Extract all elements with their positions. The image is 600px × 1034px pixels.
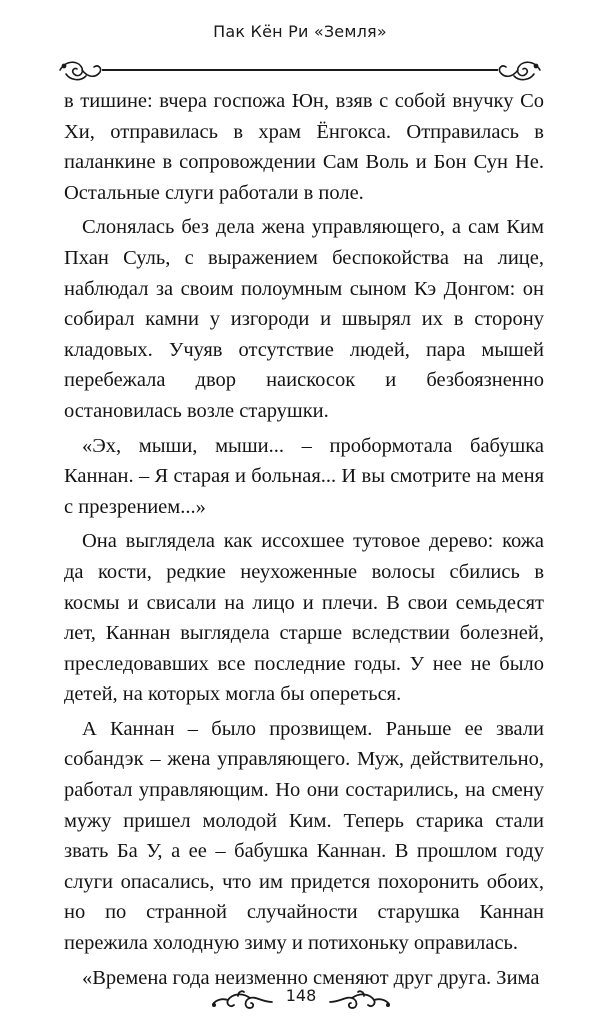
- header-right-flourish-icon: [499, 62, 540, 79]
- page-footer: [0, 982, 600, 1018]
- paragraph-4: Она выглядела как иссохшее тутовое дерево: кожа да кости, редкие неухоженные волосы сбились в космы и свисали на лицо и плечи. В свои семьдесят лет, Каннан выглядела старше вследствии болезней, преследовавших все последние годы. У нее не было детей, на которых могла бы опереться.: [64, 530, 544, 706]
- page-number: 148: [285, 986, 317, 1005]
- header-left-flourish-icon: [60, 62, 101, 79]
- footer-right-flourish-icon: [328, 988, 392, 1012]
- running-header-title: Пак Кён Ри «Земля»: [213, 22, 387, 41]
- paragraph-1: в тишине: вчера госпожа Юн, взяв с собой внучку Со Хи, отправилась в храм Ёнгокса. Отправилась в паланкине в сопровождении Сам Воль и Бон Сун Не. Остальные слуги работали в поле.: [64, 90, 544, 204]
- paragraph-2: Слонялась без дела жена управляющего, а сам Ким Пхан Суль, с выражением беспокойства на лице, наблюдал за своим полоумным сыном Кэ Донгом: он собирал камни у изгороди и швырял их в сторону кладовых. Учуяв отсутствие людей, пара мышей перебежала двор наискосок и безбоязненно остановилась возле старушки.: [64, 216, 544, 422]
- paragraph-6: «Времена года неизменно сменяют друг друга. Зима: [82, 966, 540, 989]
- header-ornamental-rule: [56, 56, 544, 84]
- footer-left-flourish-icon: [210, 988, 274, 1012]
- body-text: [64, 86, 544, 993]
- paragraph-3: «Эх, мыши, мыши... – пробормотала бабушка Каннан. – Я старая и больная... И вы смотрите на меня с презрением...»: [64, 434, 544, 518]
- paragraph-5: А Каннан – было прозвищем. Раньше ее звали собандэк – жена управляющего. Муж, действительно, работал управляющим. Но они состарились, на смену мужу пришел молодой Ким. Теперь старика стали звать Ба У, а ее – бабушка Каннан. В прошлом году слуги опасались, что им придется похоронить обоих, но по странной случайности старушка Каннан пережила холодную зиму и потихоньку оправилась.: [64, 717, 544, 955]
